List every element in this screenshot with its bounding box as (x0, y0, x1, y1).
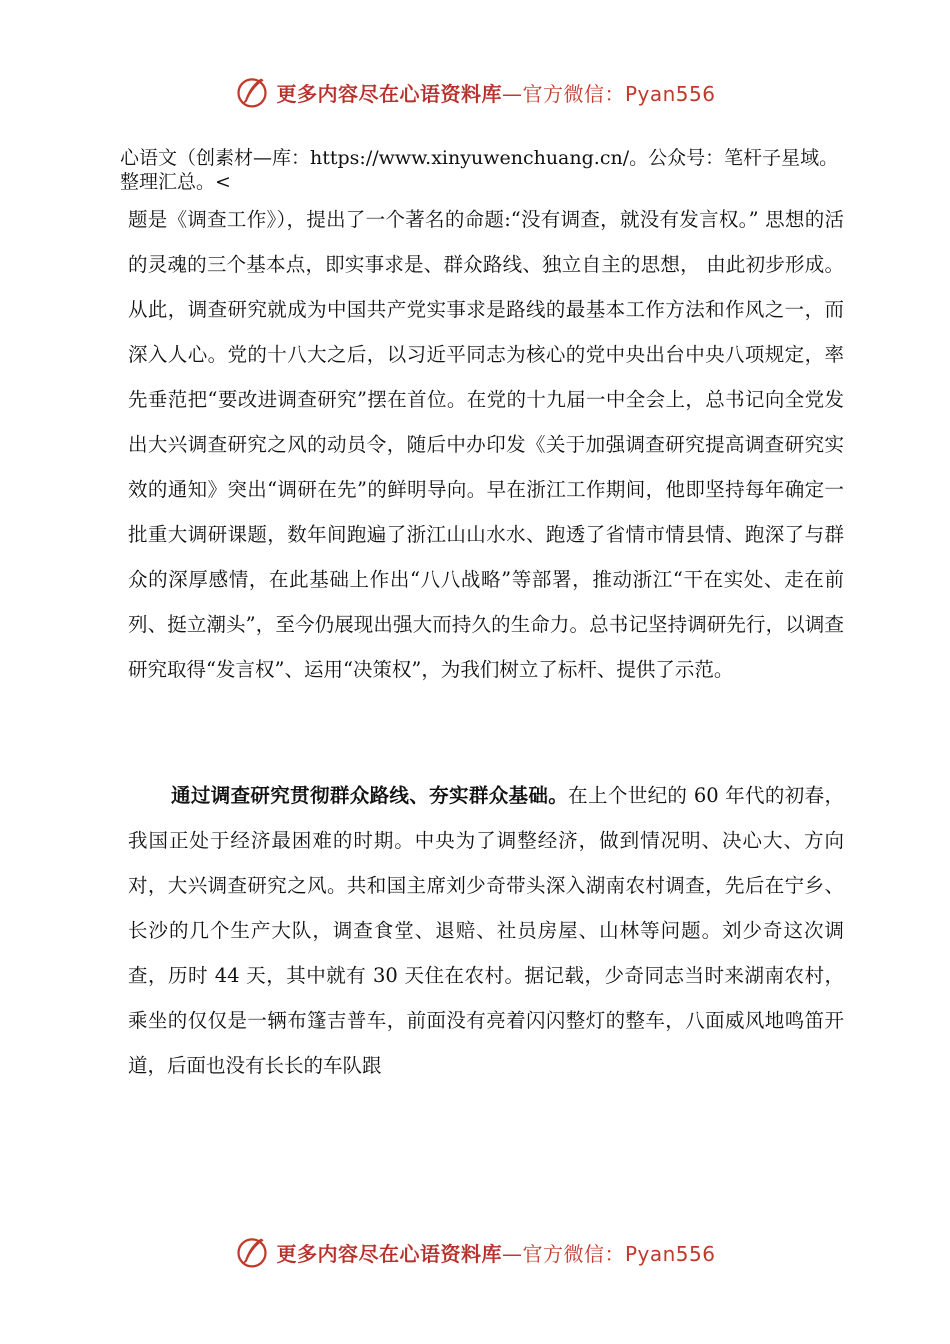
quill-logo-icon (234, 1234, 270, 1270)
banner-text: 更多内容尽在心语资料库—官方微信：Pyan556 (276, 81, 716, 106)
banner-text: 更多内容尽在心语资料库—官方微信：Pyan556 (276, 1241, 716, 1266)
header-banner (0, 68, 950, 116)
source-line: 心语文（创素材—库：https://www.xinyuwenchuang.cn/。公众号：笔杆子星域。整理汇总。< (120, 147, 839, 193)
paragraph-1: 题是《调查工作》），提出了一个著名的命题:“没有调查，就没有发言权。” 思想的活的灵魂的三个基本点，即实事求是、群众路线、独立自主的思想， 由此初步形成。从此，调查研究就成为中国共产党实事求是路线的最基本工作方法和作风之一，而深入人心。党的十八大之后，以习近平同志为核心的党中央出台中央八项规定，率先垂范把“要改进调查研究”摆在首位。在党的十九届一中全会上，总书记向全党发出大兴调查研究之风的动员令，随后中办印发《关于加强调查研究提高调查研究实效的通知》突出“调研在先”的鲜明导向。早在浙江工作期间，他即坚持每年确定一批重大调研课题，数年间跑遍了浙江山山水水、跑透了省情市情县情、跑深了与群众的深厚感情，在此基础上作出“八八战略”等部署，推动浙江“干在实处、走在前列、挺立潮头”，至今仍展现出强大而持久的生命力。总书记坚持调研先行，以调查研究取得“发言权”、运用“决策权”，为我们树立了标杆、提供了示范。 (128, 208, 844, 681)
quill-logo-icon (234, 74, 270, 110)
paragraph-2-lead: 通过调查研究贯彻群众路线、夯实群众基础。 (171, 784, 569, 807)
paragraph-2-body: 在上个世纪的 60 年代的初春，我国正处于经济最困难的时期。中央为了调整经济，做到情况明、决心大、方向对，大兴调查研究之风。共和国主席刘少奇带头深入湖南农村调查，先后在宁乡、长沙的几个生产大队，调查食堂、退赔、社员房屋、山林等问题。刘少奇这次调查，历时 44 天，其中就有 30 天住在农村。据记载，少奇同志当时来湖南农村，乘坐的仅仅是一辆布篷吉普车，前面没有亮着闪闪整灯的整车，八面威风地鸣笛开道，后面也没有长长的车队跟 (128, 784, 844, 1077)
paragraph-2 (128, 773, 844, 1088)
footer-banner (0, 1228, 950, 1276)
